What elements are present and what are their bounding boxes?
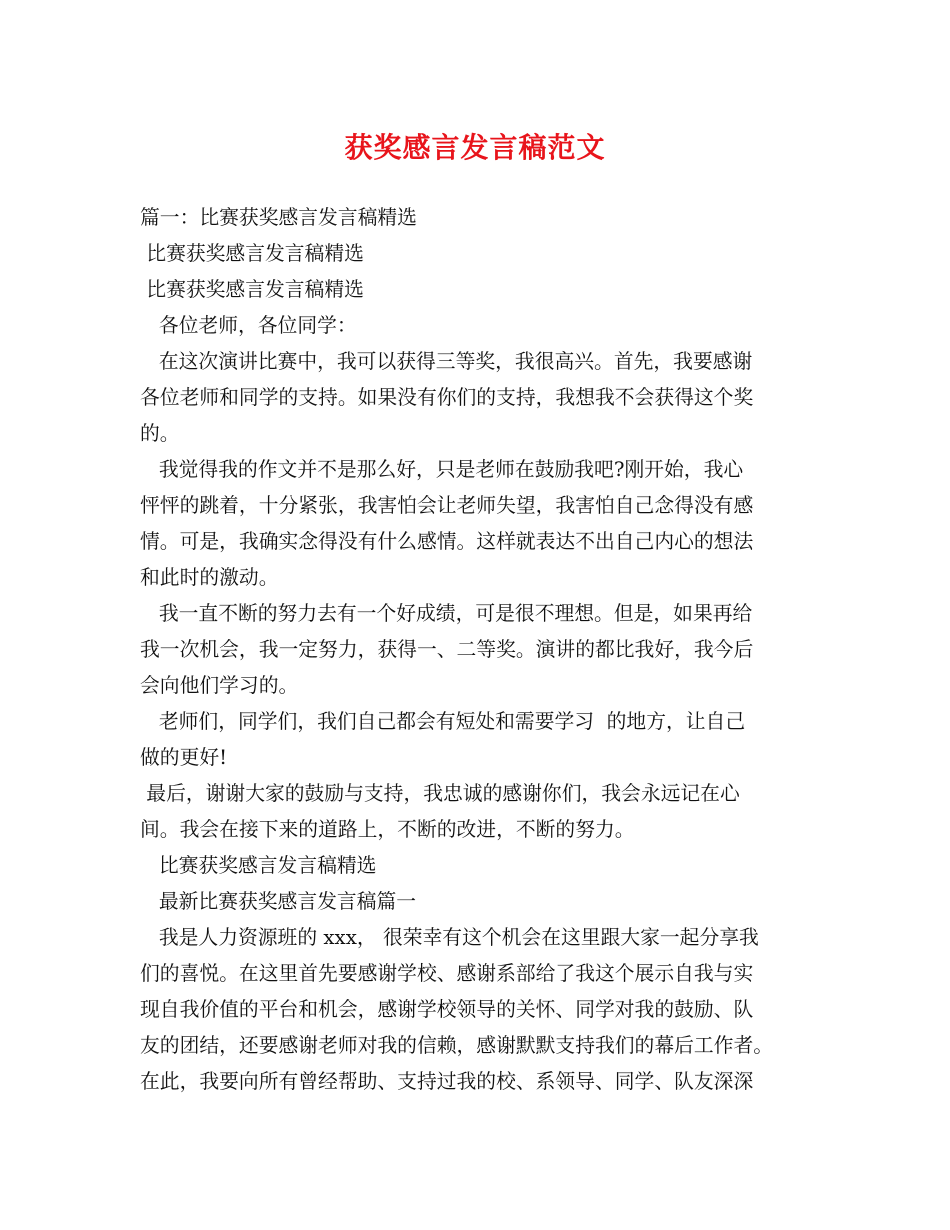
text-line: 和此时的激动。 (140, 566, 279, 589)
text-line: 怦怦的跳着，十分紧张，我害怕会让老师失望，我害怕自己念得没有感 (140, 494, 754, 517)
text-line: 间。我会在接下来的道路上，不断的改进，不断的努力。 (140, 818, 635, 841)
text-line: 的。 (140, 422, 180, 445)
text-line: 最新比赛获奖感言发言稿篇一 (140, 890, 417, 913)
text-line: 各位老师和同学的支持。如果没有你们的支持，我想我不会获得这个奖 (140, 386, 754, 409)
text-line: 现自我价值的平台和机会，感谢学校领导的关怀、同学对我的鼓励、队 (140, 998, 754, 1021)
text-line: 我觉得我的作文并不是那么好，只是老师在鼓励我吧?刚开始，我心 (140, 458, 744, 481)
document-body (140, 200, 824, 1100)
text-line: 比赛获奖感言发言稿精选 (140, 854, 377, 877)
text-line: 我一次机会，我一定努力，获得一、二等奖。演讲的都比我好，我今后 (140, 638, 754, 661)
text-line: 老师们，同学们，我们自己都会有短处和需要学习 的地方，让自己 (140, 710, 746, 733)
document-title: 获奖感言发言稿范文 (344, 131, 606, 164)
text-line: 最后，谢谢大家的鼓励与支持，我忠诚的感谢你们，我会永远记在心 (140, 782, 740, 805)
text-line: 友的团结，还要感谢老师对我的信赖，感谢默默支持我们的幕后工作者。 (140, 1034, 774, 1057)
text-line: 我一直不断的努力去有一个好成绩，可是很不理想。但是，如果再给 (140, 602, 753, 625)
text-line: 做的更好! (140, 746, 228, 769)
text-line: 比赛获奖感言发言稿精选 (140, 242, 364, 265)
text-line: 在此，我要向所有曾经帮助、支持过我的校、系领导、同学、队友深深 (140, 1070, 754, 1093)
text-line: 在这次演讲比赛中，我可以获得三等奖，我很高兴。首先，我要感谢 (140, 350, 753, 373)
text-line: 情。可是，我确实念得没有什么感情。这样就表达不出自己内心的想法 (140, 530, 754, 553)
text-line: 们的喜悦。在这里首先要感谢学校、感谢系部给了我这个展示自我与实 (140, 962, 754, 985)
text-line: 我是人力资源班的 xxx， 很荣幸有这个机会在这里跟大家一起分享我 (140, 926, 759, 949)
text-line: 各位老师，各位同学： (140, 314, 357, 337)
text-line: 比赛获奖感言发言稿精选 (140, 278, 364, 301)
text-line: 篇一：比赛获奖感言发言稿精选 (140, 206, 417, 229)
text-line: 会向他们学习的。 (140, 674, 299, 697)
